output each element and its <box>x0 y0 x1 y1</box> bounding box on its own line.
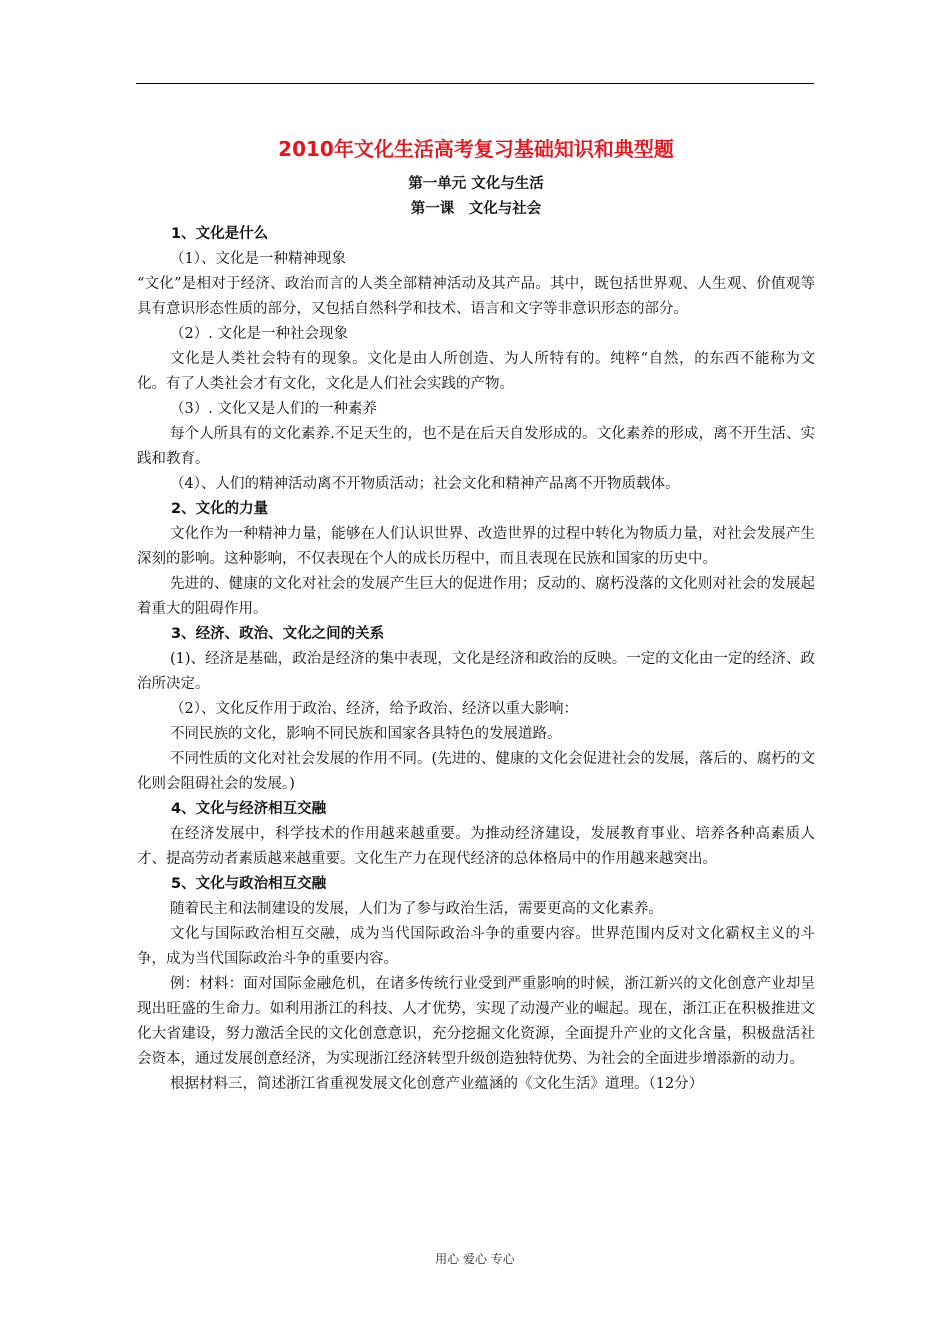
paragraph: 先进的、健康的文化对社会的发展产生巨大的促进作用；反动的、腐朽没落的文化则对社会的发展起着重大的阻碍作用。 <box>137 576 815 617</box>
paragraph: (1)、经济是基础，政治是经济的集中表现，文化是经济和政治的反映。一定的文化由一定的经济、政治所决定。 <box>137 651 815 692</box>
paragraph: 不同民族的文化，影响不同民族和国家各具特色的发展道路。 <box>170 726 562 742</box>
section-heading: 4、文化与经济相互交融 <box>171 801 327 817</box>
paragraph: （3）. 文化又是人们的一种素养 <box>170 401 377 417</box>
paragraph: 文化是人类社会特有的现象。文化是由人所创造、为人所特有的。纯粹“自然，的东西不能称为文化。有了人类社会才有文化，文化是人们社会实践的产物。 <box>137 351 815 392</box>
paragraph: 文化作为一种精神力量，能够在人们认识世界、改造世界的过程中转化为物质力量，对社会发展产生深刻的影响。这种影响，不仅表现在个人的成长历程中，而且表现在民族和国家的历史中。 <box>137 526 815 567</box>
paragraph: 根据材料三，简述浙江省重视发展文化创意产业蕴涵的《文化生活》道理。（12分） <box>170 1076 704 1092</box>
paragraph: 每个人所具有的文化素养.不足天生的，也不是在后天自发形成的。文化素养的形成，离不开生活、实践和教育。 <box>137 426 815 467</box>
section-heading: 3、经济、政治、文化之间的关系 <box>171 626 385 642</box>
page-footer: 用心 爱心 专心 <box>435 1252 515 1266</box>
section-heading: 5、文化与政治相互交融 <box>171 876 327 892</box>
paragraph: （1）、文化是一种精神现象 <box>170 251 346 267</box>
header-rule <box>136 83 814 84</box>
unit-title: 第一单元 文化与生活 <box>408 176 544 192</box>
document-title: 2010年文化生活高考复习基础知识和典型题 <box>278 137 674 161</box>
document-body <box>137 132 815 1097</box>
paragraph: （2）、文化反作用于政治、经济，给予政治、经济以重大影响： <box>170 701 578 717</box>
paragraph: （4）、人们的精神活动离不开物质活动；社会文化和精神产品离不开物质载体。 <box>170 476 680 492</box>
content-blocks <box>137 222 815 1097</box>
paragraph: 例：材料：面对国际金融危机，在诸多传统行业受到严重影响的时候，浙江新兴的文化创意产业却呈现出旺盛的生命力。如利用浙江的科技、人才优势，实现了动漫产业的崛起。现在，浙江正在积极推进文化大省建设，努力激活全民的文化创意意识，充分挖掘文化资源，全面提升产业的文化含量，积极盘活社会资本，通过发展创意经济，为实现浙江经济转型升级创造独特优势、为社会的全面进步增添新的动力。 <box>137 976 815 1067</box>
paragraph: 随着民主和法制建设的发展，人们为了参与政治生活，需要更高的文化素养。 <box>170 901 663 917</box>
paragraph: （2）. 文化是一种社会现象 <box>170 326 348 342</box>
paragraph: 在经济发展中，科学技术的作用越来越重要。为推动经济建设，发展教育事业、培养各种高素质人才、提高劳动者素质越来越重要。文化生产力在现代经济的总体格局中的作用越来越突出。 <box>137 826 815 867</box>
paragraph: 不同性质的文化对社会发展的作用不同。(先进的、健康的文化会促进社会的发展，落后的、腐朽的文化则会阻碍社会的发展。) <box>137 751 815 792</box>
paragraph: “文化”是相对于经济、政治而言的人类全部精神活动及其产品。其中，既包括世界观、人生观、价值观等具有意识形态性质的部分，又包括自然科学和技术、语言和文字等非意识形态的部分。 <box>137 276 815 317</box>
section-heading: 2、文化的力量 <box>171 501 269 517</box>
paragraph: 文化与国际政治相互交融，成为当代国际政治斗争的重要内容。世界范围内反对文化霸权主义的斗争，成为当代国际政治斗争的重要内容。 <box>137 926 815 967</box>
lesson-title: 第一课 文化与社会 <box>410 201 542 217</box>
section-heading: 1、文化是什么 <box>171 226 269 242</box>
